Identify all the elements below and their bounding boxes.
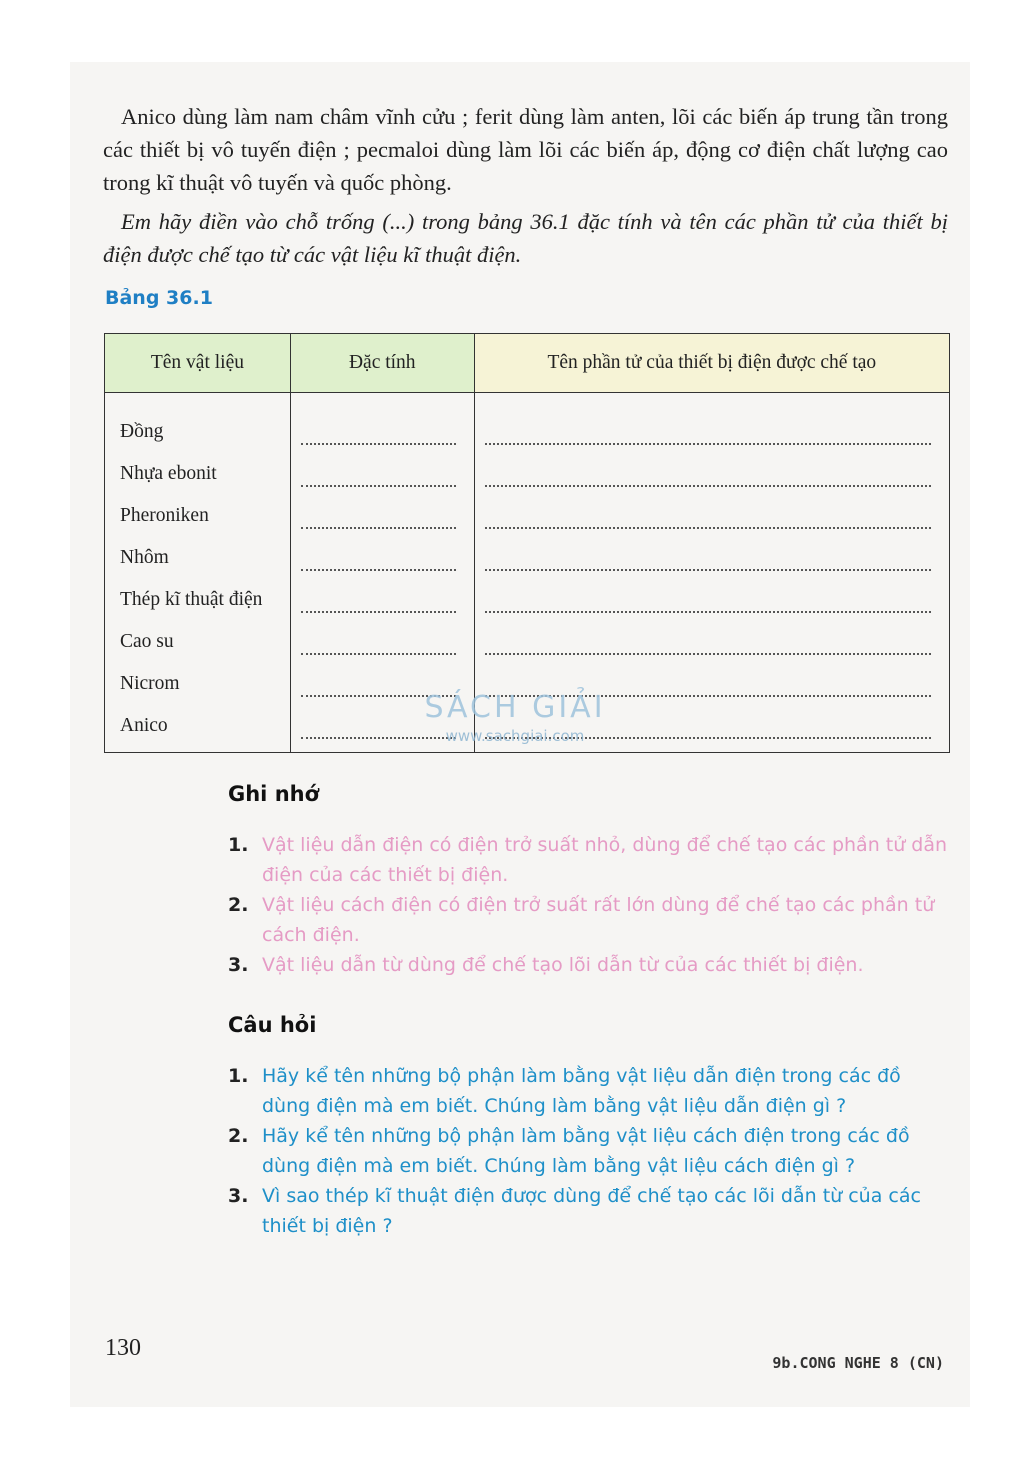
fill-in-blank[interactable] <box>301 443 456 445</box>
list-item: 3. Vì sao thép kĩ thuật điện được dùng để chế tạo các lõi dẫn từ của các thiết bị điện ? <box>228 1185 921 1237</box>
material-name: Thép kĩ thuật điện <box>120 589 263 610</box>
watermark-brand: SÁCH GIẢI <box>424 690 606 725</box>
fill-in-blank[interactable] <box>301 653 456 655</box>
watermark-url: www.sachgiai.com <box>445 727 585 745</box>
memo-heading: Ghi nhớ <box>228 782 320 806</box>
fill-in-blank[interactable] <box>485 443 931 445</box>
material-name: Cao su <box>120 631 174 652</box>
intro-paragraph: Anico dùng làm nam châm vĩnh cửu ; ferit dùng làm anten, lõi các biến áp trung tần trong các thiết bị vô tuyến điện ; pecmaloi dùng làm lõi các biến áp, động cơ điện chất lượng cao trong kĩ thuật vô tuyến và quốc phòng. <box>103 104 948 195</box>
intro-text <box>103 100 948 271</box>
memo-section <box>228 782 953 980</box>
memo-list <box>228 830 953 980</box>
header-property: Đặc tính <box>290 334 474 393</box>
material-name: Pheroniken <box>120 505 209 526</box>
fill-in-blank[interactable] <box>485 527 931 529</box>
fill-in-blank[interactable] <box>485 485 931 487</box>
fill-in-blank[interactable] <box>301 611 456 613</box>
fill-in-blank[interactable] <box>301 485 456 487</box>
fill-in-blank[interactable] <box>301 569 456 571</box>
book-code: 9b.CONG NGHE 8 (CN) <box>772 1354 944 1372</box>
page-number: 130 <box>105 1335 141 1361</box>
material-name: Nhôm <box>120 547 169 568</box>
material-name: Nicrom <box>120 673 180 694</box>
material-name: Nhựa ebonit <box>120 463 217 484</box>
fill-in-blank[interactable] <box>301 527 456 529</box>
fill-in-blank[interactable] <box>485 569 931 571</box>
list-item: 1. Vật liệu dẫn điện có điện trở suất nhỏ, dùng để chế tạo các phần tử dẫn điện của các thiết bị điện. <box>228 834 948 886</box>
questions-heading: Câu hỏi <box>228 1013 317 1037</box>
questions-section <box>228 1013 953 1241</box>
list-item: 2. Hãy kể tên những bộ phận làm bằng vật liệu cách điện trong các đồ dùng điện mà em biết. Chúng làm bằng vật liệu cách điện gì ? <box>228 1125 910 1177</box>
fill-in-blank[interactable] <box>485 611 931 613</box>
fill-in-blank[interactable] <box>485 653 931 655</box>
material-name: Anico <box>120 715 168 736</box>
list-item: 2. Vật liệu cách điện có điện trở suất rất lớn dùng để chế tạo các phần tử cách điện. <box>228 894 935 946</box>
watermark <box>410 690 620 745</box>
questions-list <box>228 1061 953 1241</box>
material-name: Đồng <box>120 421 164 442</box>
header-component: Tên phần tử của thiết bị điện được chế tạo <box>474 334 949 393</box>
material-names-column <box>105 393 290 747</box>
table-title: Bảng 36.1 <box>105 287 213 309</box>
list-item: 3. Vật liệu dẫn từ dùng để chế tạo lõi dẫn từ của các thiết bị điện. <box>228 954 864 976</box>
header-material-name: Tên vật liệu <box>105 334 291 393</box>
exercise-instruction: Em hãy điền vào chỗ trống (...) trong bảng 36.1 đặc tính và tên các phần tử của thiết bị điện được chế tạo từ các vật liệu kĩ thuật điện. <box>103 209 948 267</box>
list-item: 1. Hãy kể tên những bộ phận làm bằng vật liệu dẫn điện trong các đồ dùng điện mà em biết. Chúng làm bằng vật liệu dẫn điện gì ? <box>228 1065 901 1117</box>
